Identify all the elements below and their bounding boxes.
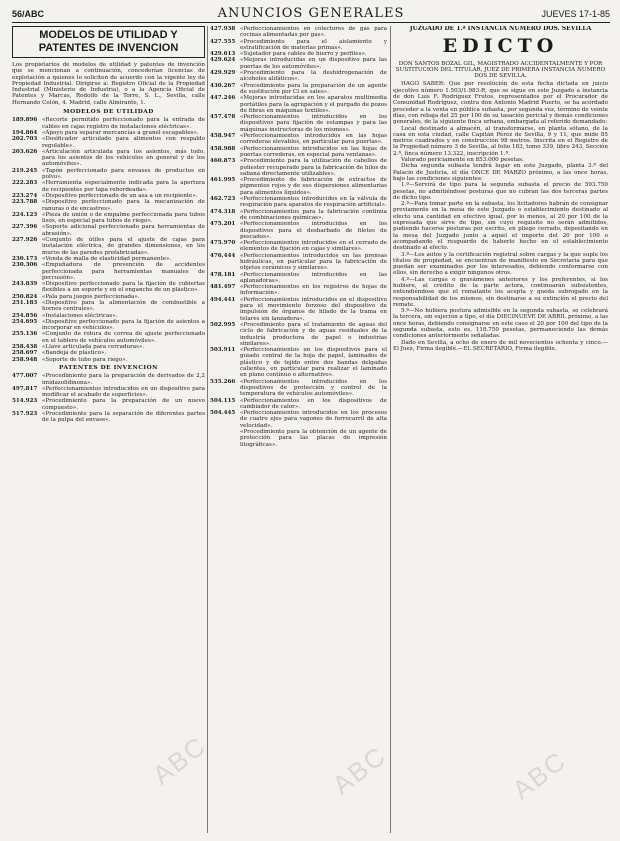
patent-description: «Perfeccionamientos introducidos en el cerrado de elementos de fijación en cajas y similares». — [240, 240, 387, 253]
patent-description: «Instalaciones eléctricas». — [42, 312, 118, 319]
patent-description: «Dosificador articulado para alimentos con respaldo regulable». — [42, 136, 205, 149]
patent-entry — [12, 411, 205, 424]
patent-description: «Venda de malla de elasticidad permanente». — [42, 255, 172, 262]
patent-description: «Procedimiento para la utilización de cabellos de poliester recuperado para la fabricación de hilos de sabana directamente utilizables». — [240, 158, 387, 177]
patent-entry — [210, 39, 387, 52]
patent-number: 504.115 — [210, 397, 236, 404]
patent-entry — [210, 322, 387, 347]
patent-description: «Mejoras introducidas en un dispositivo para las puertas de los automóviles». — [240, 57, 387, 70]
patent-description: «Dispositivo perfeccionado para la fijación de asientos a incorporar en vehículos». — [42, 318, 205, 332]
patent-description: «Bandeja de plástico». — [42, 350, 107, 357]
patent-entry — [210, 253, 387, 272]
patent-number: 258.948 — [12, 356, 38, 363]
patent-description: «Sujetador para cables de hierro y perfiles». — [240, 51, 367, 58]
patent-number: 478.181 — [210, 271, 236, 278]
middle-column — [210, 26, 387, 835]
patent-number: 429.929 — [210, 70, 236, 77]
patent-entry — [210, 209, 387, 222]
patent-description: «Procedimiento para la preparación de un nuevo compuesto». — [42, 398, 205, 411]
patent-entry — [12, 319, 205, 332]
patent-number: 243.839 — [12, 281, 38, 288]
patent-entry — [210, 284, 387, 297]
column-divider — [207, 26, 208, 833]
patent-description: «Perfeccionamientos en los dispositivos de cambiador de calor». — [240, 397, 387, 410]
patent-number: 222.283 — [12, 180, 38, 187]
patent-entry — [210, 240, 387, 253]
invention-patents-subhead: PATENTES DE INVENCION — [59, 364, 158, 371]
patent-description: «Perfeccionamientos introducidos en los dispositivos de protección y control de la temperatura de vehículos automóviles». — [240, 378, 387, 398]
patent-entry — [210, 95, 387, 114]
patent-number: 514.923 — [12, 398, 38, 405]
patent-description: «Mejoras introducidas en los aparatos multimedia portátiles para la agrupación y el purgado de pozos de fibras en máquinas textiles». — [240, 95, 387, 114]
patent-entry — [12, 398, 205, 411]
patent-description: «Herramienta especialmente indicada para la apertura de recipientes por tapa rebordeada». — [42, 180, 205, 193]
patent-entry — [12, 373, 205, 386]
patent-entry — [210, 410, 387, 429]
patent-number: 503.911 — [210, 347, 236, 354]
patent-number: 250.824 — [12, 293, 38, 300]
patent-description: «Recorte permitido perfeccionado para la entrada de cables en cajas registro de instalaciones eléctricas». — [42, 117, 205, 130]
patent-description: «Dispositivo para la alimentación de combustible a hornos centrales». — [42, 299, 205, 313]
patent-number: 202.703 — [12, 136, 38, 143]
patent-number: 219.245 — [12, 167, 38, 174]
patent-description: «Perfeccionamientos introducidos en las aplanadoras». — [240, 271, 387, 284]
patent-entry — [210, 70, 387, 83]
patent-description: «Soporte adicional perfeccionado para herramientas de abrasión». — [42, 224, 205, 237]
patent-number: 462.723 — [210, 196, 236, 203]
patent-entry — [210, 146, 387, 159]
patent-entry — [210, 272, 387, 285]
patent-number: 223.274 — [12, 192, 38, 199]
patent-entry — [12, 386, 205, 399]
patent-entry — [12, 237, 205, 256]
patent-number: 517.923 — [12, 411, 38, 418]
patents-intro: Los propietarios de modelos de utilidad y patentes de invención que se mencionan a continuación, concederían licencias de explotación a quienes lo soliciten de acuerdo con la vigente ley de Propiedad Industrial. Dirigirse a: Registro Oficial de la Propiedad Industrial (Ministerio de Industria), o a la Agencia Oficial de Patentes y Marcas, Rodolfo de la Torre, S. L., Sevilla, calle Hernando Colón, 4. Madrid, calle Almirante, 1. — [12, 62, 205, 106]
patent-number: 504.445 — [210, 410, 236, 417]
patent-number: 223.788 — [12, 199, 38, 206]
edict-title: EDICTO — [442, 34, 559, 57]
patent-number: 429.613 — [210, 51, 236, 58]
issue-date: JUEVES 17-1-85 — [541, 9, 610, 19]
patent-number: 203.626 — [12, 148, 38, 155]
patent-entry — [12, 331, 205, 344]
patent-description: «Perfeccionamientos introducidos en las prensas hidráulicas, en particular para la fabricación de objetos cerámicos y similares». — [240, 252, 387, 272]
patent-number: 429.624 — [210, 57, 236, 64]
patent-number: 255.136 — [12, 331, 38, 338]
patents-title-box: MODELOS DE UTILIDAD Y PATENTES DE INVENCION — [12, 26, 205, 58]
patent-number: 224.123 — [12, 211, 38, 218]
utility-models-subhead: MODELOS DE UTILIDAD — [63, 109, 154, 116]
patent-number: 460.873 — [210, 158, 236, 165]
patent-description: «Perfeccionamientos introducidos en un dispositivo para modificar el acabado de superficies». — [42, 385, 205, 399]
edict-paragraph: Valorado periciamente en 853.000 pesetas. — [401, 157, 524, 164]
patent-entry — [12, 180, 205, 193]
patent-description: «Procedimiento para la preparación de derivados de 2,2 imidazolidinona». — [42, 373, 205, 386]
patent-number: 481.497 — [210, 284, 236, 291]
patent-description: «Dispositivo perfeccionado de un asa a un recipiente». — [42, 192, 198, 199]
patent-entry — [12, 136, 205, 149]
patent-description: «Conjunto de rotura de correa de ajuste perfeccionado en el tablero de vehículos automóviles». — [42, 331, 205, 344]
patent-number: 458.988 — [210, 145, 236, 152]
patent-description: «Procedimiento para la deshidrogenación de alcoholes alifáticos». — [240, 70, 387, 83]
left-column — [12, 26, 205, 835]
patent-number: 457.478 — [210, 114, 236, 121]
patent-entry — [12, 357, 205, 363]
edict-paragraph: HAGO SABER: Que por resolución de esta fecha dictada en juicio ejecutivo número 1.503/1.983-R, que se sigue en este Juzgado a instancia de don Luis F. Rodríguez Frutos, representados por el Procurador de Comunidad Rodríguez, contra don Antonio Madrid Puerto, se ha acordado proceder a la venta en pública subasta, por segunda vez, término de veinte días, con rebaja del 25 por 100 de su tasación pericial y demás condiciones generales, de la siguiente finca urbana, embargada al referido demandado: — [393, 81, 608, 126]
patent-description: «Conjunto de útiles para el ajuste de cajas para instalación eléctrica, de grandes dimensiones, en los muros de las paredes prefabricadas». — [42, 237, 205, 256]
patent-description: «Perfeccionamientos introducidos en el dispositivo para el movimiento forzoso del dispositivo de impulsión de órganos de hilado de la trama en telares sin lanzadera». — [240, 296, 387, 322]
patent-number: 254.695 — [12, 318, 38, 325]
patent-description: «Perfeccionamientos introducidos en los dispositivos para fijación de estampas y para las máquinas instructoras de los mismos». — [240, 114, 387, 133]
patent-description: «Articulación articulada para los asientos, más todo, para los asientos de los vehículos en general y de los automóviles». — [42, 148, 205, 168]
patent-entry — [210, 83, 387, 96]
edict-paragraph: Dicha segunda subasta tendrá lugar en este Juzgado, planta 3.ª del Palacio de Justicia, el día ONCE DE MARZO próximo, a las once horas, bajo las condiciones siguientes: — [393, 163, 608, 182]
patent-description: «Llave articulada para cerraduras». — [42, 344, 145, 351]
patent-description: «Tapón perfeccionado para envases de productos en polvo». — [42, 167, 205, 181]
patent-description: «Procedimiento para la obtención de un agente de protección para las placas de impresión litográficas». — [240, 429, 387, 448]
watermark: ABC — [506, 744, 573, 806]
patent-entry — [12, 262, 205, 281]
patent-number: 475.970 — [210, 240, 236, 247]
patent-number: 447.246 — [210, 95, 236, 102]
patent-description: «Pala para juegos perfeccionada». — [42, 293, 140, 300]
patent-entry — [210, 196, 387, 209]
patent-number: 535.266 — [210, 378, 236, 385]
patent-description: «Perfeccionamientos introducidos en las hojas correderas elevables, en particular para puertas». — [240, 133, 387, 146]
patent-description: «Procedimiento para el tratamiento de aguas del ciclo de fabricación y de aguas residuales de la industria productora de papel o industrias similares». — [240, 321, 387, 347]
patent-number: 258.697 — [12, 350, 38, 357]
utility-model-list — [12, 117, 205, 363]
patent-entry — [210, 133, 387, 146]
edict-signature: Dado en Sevilla, a ocho de enero de mil novecientos ochenta y cinco.—El Juez, Firma ilegible.—EL SECRETARIO, Firma ilegible. — [393, 339, 608, 352]
patent-description: «Soporte de tubo para riego». — [42, 356, 128, 363]
patent-entry — [12, 149, 205, 168]
patent-number — [210, 429, 240, 448]
edict-paragraph: 3.º—Los autos y la certificación registral sobre cargas y la que suple los títulos de propiedad, se encuentran de manifiesto en Secretaría para que puedan ser examinados por los interesados, debiendo conformarse con ellos, sin derecho a exigir ningunos otros. — [393, 251, 608, 277]
right-column — [393, 26, 608, 835]
patent-description: «Procedimiento para el aislamiento y estratificación de materias primas». — [240, 38, 387, 51]
patent-number: 189.896 — [12, 117, 38, 124]
patent-number: 227.396 — [12, 224, 38, 231]
patent-description: «Empuñadura de prevención de accidentes perfeccionada para herramientas manuales de percusión». — [42, 262, 205, 281]
patent-list-continued — [210, 26, 387, 448]
patent-description: «Apoyo para separar mercancías a granel escapables». — [42, 129, 199, 136]
edict-paragraph: 5.º—No hubiera postura admisible en la segunda subasta, se celebrará la tercera, sin sujeción a tipo, el día DIECINUEVE DE ABRIL próximo, a las once horas, debiendo consignarse en este caso el 20 por 100 del tipo de la segunda subasta, esto es, 118.750 pesetas, permaneciendo las demás condiciones anteriormente señaladas. — [393, 308, 608, 340]
patent-number: 427.555 — [210, 38, 236, 45]
patent-description: «Procedimiento para la separación de diferentes partes de la pulpa del envase». — [42, 411, 205, 424]
edict-paragraph: 4.º—Las cargas o gravámenes anteriores y los preferentes, si los hubiere, al crédito de la parte actora, continuarán subsistentes, entendiéndose que el rematante los acepta y queda subrogado en la responsabilidad de los mismos, sin destinarse a su extinción el precio del remate. — [393, 276, 608, 308]
edict-paragraph: 1.º—Servirá de tipo para la segunda subasta el precio de 593.750 pesetas, no admitiéndose posturas que no cubran las dos terceras partes de dicho tipo. — [393, 182, 608, 201]
patent-number: 476.444 — [210, 252, 236, 259]
patent-description: «Perfeccionamientos introducidos en los procesos de cuatro ejes para vagones de ferrocarril de alta velocidad». — [240, 410, 387, 429]
edict-paragraph: 2.º—Para tomar parte en la subasta, los licitadores habrán de consignar previamente en la mesa de este Juzgado o establecimiento destinado al efecto una cantidad en efectivo igual, por lo menos, al 20 por 100 de la expresada que sirve de tipo, sin cuyo requisito no serán admitidos, pudiendo hacerse posturas por escrito, en pliego cerrado, depositando en la mesa del Juzgado junto a aquel el importe del 20 por 100 o acompañando el resguardo de haberlo hecho en el establecimiento destinado al efecto. — [393, 201, 608, 252]
patent-entry — [210, 429, 387, 448]
patent-number: 230.306 — [12, 262, 38, 269]
watermark: ABC — [326, 739, 393, 801]
patent-description: «Dispositivo perfeccionado para la mecanización de ranuras o de encastres». — [42, 199, 205, 212]
patent-number: 494.441 — [210, 296, 236, 303]
patent-number: 461.995 — [210, 177, 236, 184]
patent-description: «Perfeccionamientos en los registros de hojas de información». — [240, 284, 387, 297]
patent-entry — [210, 114, 387, 133]
patent-number: 251.183 — [12, 299, 38, 306]
patent-number: 194.864 — [12, 129, 38, 136]
patent-entry — [210, 221, 387, 240]
patent-number: 230.173 — [12, 255, 38, 262]
patent-entry — [210, 57, 387, 70]
patent-number: 258.438 — [12, 344, 38, 351]
patent-description: «Perfeccionamientos introducidos en la válvula de respiración para aparatos de respiración artificial». — [240, 196, 387, 209]
section-title: ANUNCIOS GENERALES — [217, 6, 405, 21]
patent-entry — [12, 212, 205, 225]
patent-number: 497.817 — [12, 385, 38, 392]
patent-number: 477.007 — [12, 373, 38, 380]
patent-entry — [210, 158, 387, 177]
page-number: 56/ABC — [12, 9, 45, 19]
patent-description: «Procedimiento de fabricación de extractos de pigmentos rojos y de sus dispersiones alimentarias para alimentos líquidos». — [240, 177, 387, 196]
patent-number: 430.267 — [210, 82, 236, 89]
patent-description: «Perfeccionamientos en los dispositivos para el guiado central de la hoja de papel, laminados de plástico y de tejido entre dos bandas delgadas calientes, en particular para realizar el laminado en plano continuo o alternativo». — [240, 347, 387, 379]
patent-description: «Procedimiento para la preparación de un agente de sustitución por Cl en sales». — [240, 82, 387, 95]
patent-entry — [12, 300, 205, 313]
invention-patent-list — [12, 373, 205, 423]
patent-description: «Pieza de unión o de empalme perfeccionada para tubos lisos, en especial para tubos de riego». — [42, 211, 205, 225]
patent-number: 474.318 — [210, 208, 236, 215]
patent-description: «Perfeccionamientos para la fabricación continua de combinaciones químicas». — [240, 208, 387, 221]
patent-description: «Perfeccionamientos introducidos en las hojas de puertas correderas, en especial para ventanas». — [240, 145, 387, 158]
patent-entry — [210, 177, 387, 196]
patent-description: «Perfeccionamientos introducidos en los dispositivos para el desbarbado de filetes de pescados». — [240, 221, 387, 240]
patent-entry — [12, 281, 205, 294]
patent-entry — [210, 398, 387, 411]
patent-entry — [210, 26, 387, 39]
court-heading: JUZGADO DE 1.ª INSTANCIA NUMERO DOS. SEVILLA — [409, 26, 592, 32]
patent-entry — [12, 168, 205, 181]
judge-heading: DON SANTOS BOZAL GIL, MAGISTRADO ACCIDENTALMENTE Y POR SUSTITUCION DEL TITULAR, JUEZ DE PRIMERA INSTANCIA NUMERO DOS DE SEVILLA. — [395, 60, 606, 80]
column-divider — [390, 26, 391, 833]
patent-description: «Dispositivo perfeccionado para la fijación de cubiertas flexibles a un soporte y en el enganche de un plástico». — [42, 281, 205, 294]
watermark: ABC — [146, 729, 213, 791]
patent-number: 458.947 — [210, 133, 236, 140]
patent-number: 475.201 — [210, 221, 236, 228]
patent-entry — [210, 379, 387, 398]
patent-entry — [210, 297, 387, 322]
patent-entry — [12, 224, 205, 237]
patent-number: 227.926 — [12, 237, 38, 244]
patent-number: 254.856 — [12, 312, 38, 319]
patent-number: 502.995 — [210, 321, 236, 328]
patent-entry — [12, 117, 205, 130]
patent-description: «Perfeccionamientos en colectores de gas para cocinas alimentadas por gas». — [240, 26, 387, 39]
patent-number: 427.938 — [210, 26, 236, 32]
patent-entry — [12, 199, 205, 212]
page-header — [12, 6, 610, 23]
patent-entry — [210, 347, 387, 378]
edict-paragraph: Local destinado a almacén, al transformarse, en planta sótano, de la casa en esta ciudad, calle Capitán Pérez de Sevilla, 9 y 11, que mide 85 metros cuadrados y en construcción 98 metros. Inscrita en el Registro de la Propiedad número 3 de Sevilla, al folio 183, tomo 339, libro 243, Sección 2.ª, finca número 13.322, inscripción 1.ª. — [393, 125, 608, 157]
